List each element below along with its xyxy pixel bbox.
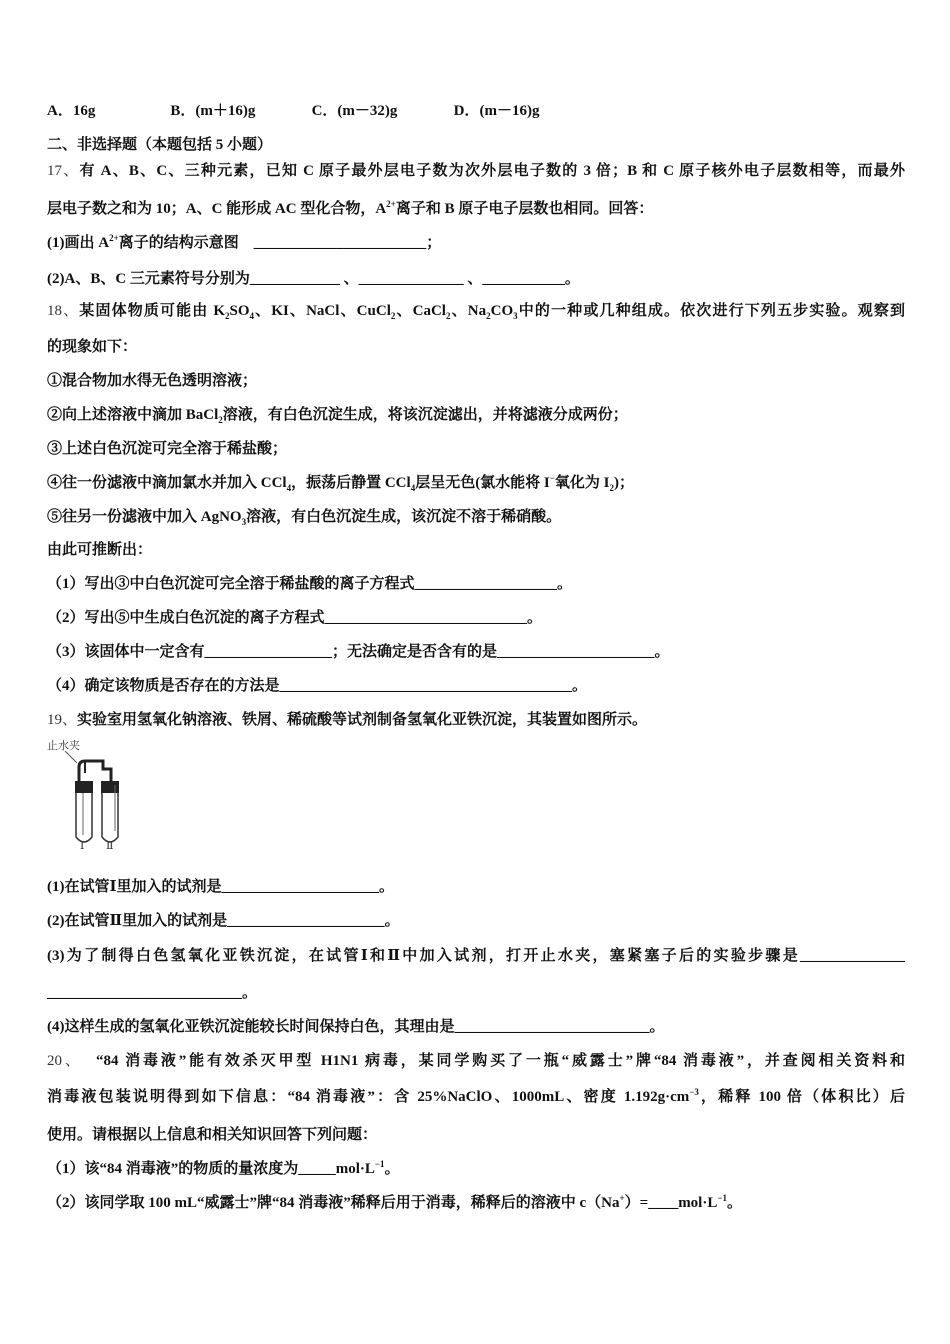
text-line: [47, 199, 653, 219]
text-segment: SO: [229, 303, 250, 319]
text-line: [47, 473, 634, 493]
text-line: [47, 1087, 905, 1107]
text-segment: 由此可推断出：: [47, 542, 153, 558]
question-number: 19、: [47, 712, 78, 728]
text-line: [47, 983, 257, 1003]
text-segment: 2: [224, 311, 230, 321]
text-segment: 2+: [109, 233, 119, 243]
text-line: [47, 337, 137, 357]
text-segment: 层电子数之和为 10；A、C 能形成 AC 型化合物，A: [47, 201, 387, 217]
text-segment: −1: [374, 1159, 385, 1169]
text-line: [47, 877, 394, 897]
text-segment: 离子和 B 原子电子层数也相同。回答：: [395, 201, 654, 217]
text-segment: 。: [727, 1195, 743, 1211]
text-line: [47, 161, 905, 181]
text-segment: 的现象如下：: [47, 339, 138, 355]
text-line: [47, 101, 539, 121]
text-segment: −: [549, 473, 555, 483]
text-line: [47, 1051, 905, 1071]
question-number: 20、: [47, 1053, 83, 1069]
text-segment: 溶液，有白色沉淀生成，该沉淀不溶于稀硝酸。: [246, 509, 562, 525]
text-segment: −3: [689, 1087, 699, 1097]
text-line: [47, 1159, 400, 1179]
text-line: [47, 710, 647, 730]
text-line: [47, 507, 561, 527]
text-segment: ④往一份滤液中滴加氯水并加入 CCl: [47, 475, 287, 491]
text-line: [47, 1017, 665, 1037]
text-line: [47, 676, 587, 696]
text-segment: 、CaCl: [395, 303, 446, 319]
text-line: [47, 371, 257, 391]
question-number: 18、: [47, 303, 80, 319]
text-segment: 氧化为 I: [554, 475, 610, 491]
text-line: [47, 135, 272, 155]
text-segment: (1)在试管Ⅰ里加入的试剂是_____________________。: [47, 879, 395, 895]
text-segment: 实验室用氢氧化钠溶液、铁屑、稀硫酸等试剂制备氢氧化亚铁沉淀，其装置如图所示。: [77, 712, 648, 728]
text-line: [47, 911, 400, 931]
text-segment: （1）写出③中白色沉淀可完全溶于稀盐酸的离子方程式___________________。: [47, 576, 573, 592]
text-segment: 中的一种或几种组成。依次进行下列五步实验。观察到: [517, 303, 905, 319]
text-segment: __________________________。: [47, 985, 258, 1001]
text-line: [47, 1193, 742, 1213]
text-line: [47, 269, 580, 289]
text-segment: 2: [609, 483, 615, 493]
text-segment: 3: [241, 517, 247, 527]
text-segment: 2+: [386, 199, 396, 209]
text-segment: 、Na: [450, 303, 487, 319]
text-segment: ①混合物加水得无色透明溶液；: [47, 373, 258, 389]
text-segment: （2）该同学取 100 mL“威露士”牌“84 消毒液”稀释后用于消毒，稀释后的溶液中 c（Na: [47, 1195, 620, 1211]
text-segment: 、KI、NaCl、CuCl: [254, 303, 391, 319]
text-line: [47, 233, 441, 253]
text-segment: 2: [218, 415, 223, 425]
text-segment: 2: [445, 311, 451, 321]
text-line: [47, 301, 905, 321]
text-line: [47, 574, 572, 594]
text-segment: (1)画出 A: [47, 235, 110, 251]
text-segment: 。: [384, 1161, 400, 1177]
text-segment: (2)A、B、C 三元素符号分别为____________ 、______________ 、___________。: [47, 271, 580, 287]
clamp-label: 止水夹: [47, 740, 80, 752]
text-segment: (2)在试管Ⅱ里加入的试剂是_____________________。: [47, 913, 400, 929]
text-line: [47, 1125, 377, 1145]
text-segment: 4: [410, 483, 416, 493]
text-segment: CO: [490, 303, 514, 319]
question-number: 17、: [47, 163, 80, 179]
text-segment: （1）该“84 消毒液”的物质的量浓度为_____mol·L: [47, 1161, 375, 1177]
text-segment: A．16g B．(m＋16)g C．(m－32)g D．(m－16)g: [47, 103, 540, 119]
text-segment: （2）写出⑤中生成白色沉淀的离子方程式___________________________。: [47, 610, 543, 626]
text-segment: +: [619, 1193, 625, 1203]
text-line: [47, 405, 628, 425]
apparatus-figure: [45, 737, 135, 857]
text-segment: ）=____mol·L: [624, 1195, 718, 1211]
text-segment: （3）该固体中一定含有_________________；无法确定是否含有的是_____________________。: [47, 644, 670, 660]
text-segment: “84 消毒液”能有效杀灭甲型 H1N1 病毒，某同学购买了一瓶“威露士”牌“84 消毒液”，并查阅相关资料和: [82, 1053, 905, 1069]
text-segment: 二、非选择题（本题包括 5 小题）: [47, 137, 273, 153]
text-segment: 2: [486, 311, 491, 321]
test-tubes-diagram: [45, 747, 135, 857]
text-segment: 溶液，有白色沉淀生成，将该沉淀滤出，并将滤液分成两份；: [222, 407, 628, 423]
text-segment: 离子的结构示意图 _______________________；: [118, 235, 442, 251]
text-segment: 消毒液包装说明得到如下信息：“84 消毒液”：含 25%NaClO、1000mL、密度 1.192g·cm: [47, 1089, 690, 1105]
tube-1-label: Ⅰ: [80, 840, 85, 852]
tube-2-label: Ⅱ: [106, 840, 114, 852]
text-line: [47, 439, 287, 459]
text-segment: (4)这样生成的氢氧化亚铁沉淀能较长时间保持白色，其理由是__________________________。: [47, 1019, 665, 1035]
text-segment: 4: [286, 483, 292, 493]
text-segment: )；: [614, 475, 635, 491]
text-segment: ②向上述溶液中滴加 BaCl: [47, 407, 219, 423]
text-line: [47, 642, 670, 662]
text-segment: ，振荡后静置 CCl: [291, 475, 411, 491]
text-segment: 使用。请根据以上信息和相关知识回答下列问题：: [47, 1127, 378, 1143]
text-segment: 2: [390, 311, 396, 321]
text-segment: 有 A、B、C、三种元素，已知 C 原子最外层电子数为次外层电子数的 3 倍；B 和 C 原子核外电子层数相等，而最外: [79, 163, 905, 179]
text-line: [47, 608, 542, 628]
text-segment: −1: [717, 1193, 727, 1203]
text-segment: 4: [249, 311, 254, 321]
text-segment: ⑤往另一份滤液中加入 AgNO: [47, 509, 242, 525]
text-segment: 层呈无色(氯水能将 I: [415, 475, 550, 491]
text-segment: （4）确定该物质是否存在的方法是_______________________________________。: [47, 678, 588, 694]
text-segment: 3: [513, 311, 518, 321]
text-segment: ，稀释 100 倍（体积比）后: [698, 1089, 905, 1105]
text-line: [47, 540, 152, 560]
text-line: [47, 946, 905, 966]
text-segment: 某固体物质可能由 K: [79, 303, 225, 319]
text-segment: (3)为了制得白色氢氧化亚铁沉淀，在试管Ⅰ和Ⅱ中加入试剂，打开止水夹，塞紧塞子后的实验步骤是______________: [47, 948, 905, 964]
text-segment: ③上述白色沉淀可完全溶于稀盐酸；: [47, 441, 288, 457]
